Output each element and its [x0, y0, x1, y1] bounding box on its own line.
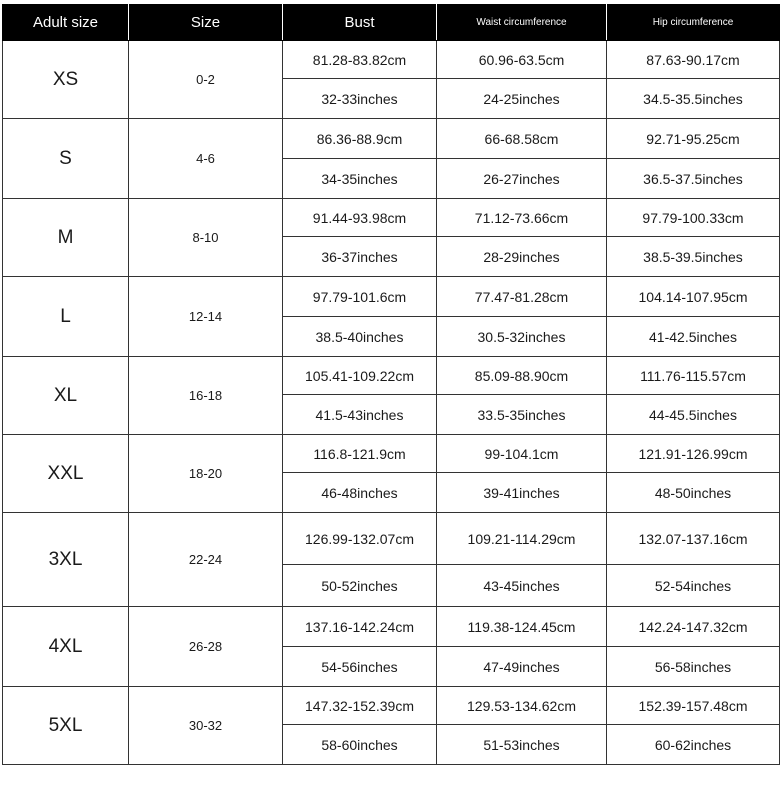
header-waist: Waist circumference [437, 5, 607, 41]
size-range-cell: 30-32 [129, 687, 283, 765]
size-range-cell: 4-6 [129, 119, 283, 199]
bust-inches-cell: 38.5-40inches [283, 317, 437, 357]
size-range-cell: 26-28 [129, 607, 283, 687]
size-chart-table [2, 4, 780, 765]
bust-cm-cell: 97.79-101.6cm [283, 277, 437, 317]
hip-cm-cell: 111.76-115.57cm [607, 357, 780, 395]
adult-size-cell: S [3, 119, 129, 199]
bust-cm-cell: 126.99-132.07cm [283, 513, 437, 565]
table-row [3, 357, 780, 395]
waist-inches-cell: 28-29inches [437, 237, 607, 277]
table-row [3, 687, 780, 725]
bust-cm-cell: 137.16-142.24cm [283, 607, 437, 647]
hip-inches-cell: 34.5-35.5inches [607, 79, 780, 119]
bust-inches-cell: 32-33inches [283, 79, 437, 119]
hip-cm-cell: 142.24-147.32cm [607, 607, 780, 647]
header-bust: Bust [283, 5, 437, 41]
bust-cm-cell: 86.36-88.9cm [283, 119, 437, 159]
hip-inches-cell: 60-62inches [607, 725, 780, 765]
bust-cm-cell: 81.28-83.82cm [283, 41, 437, 79]
waist-cm-cell: 66-68.58cm [437, 119, 607, 159]
header-row [3, 5, 780, 41]
waist-inches-cell: 24-25inches [437, 79, 607, 119]
waist-inches-cell: 33.5-35inches [437, 395, 607, 435]
hip-inches-cell: 52-54inches [607, 565, 780, 607]
hip-cm-cell: 104.14-107.95cm [607, 277, 780, 317]
adult-size-cell: XXL [3, 435, 129, 513]
waist-inches-cell: 47-49inches [437, 647, 607, 687]
size-range-cell: 12-14 [129, 277, 283, 357]
bust-inches-cell: 41.5-43inches [283, 395, 437, 435]
bust-inches-cell: 54-56inches [283, 647, 437, 687]
adult-size-cell: XS [3, 41, 129, 119]
waist-inches-cell: 26-27inches [437, 159, 607, 199]
adult-size-cell: M [3, 199, 129, 277]
table-row [3, 41, 780, 79]
bust-cm-cell: 147.32-152.39cm [283, 687, 437, 725]
header-size: Size [129, 5, 283, 41]
waist-cm-cell: 119.38-124.45cm [437, 607, 607, 647]
hip-inches-cell: 56-58inches [607, 647, 780, 687]
adult-size-cell: 3XL [3, 513, 129, 607]
header-adult-size: Adult size [3, 5, 129, 41]
adult-size-cell: 4XL [3, 607, 129, 687]
hip-cm-cell: 92.71-95.25cm [607, 119, 780, 159]
waist-cm-cell: 109.21-114.29cm [437, 513, 607, 565]
waist-cm-cell: 129.53-134.62cm [437, 687, 607, 725]
bust-cm-cell: 91.44-93.98cm [283, 199, 437, 237]
size-range-cell: 16-18 [129, 357, 283, 435]
waist-cm-cell: 71.12-73.66cm [437, 199, 607, 237]
hip-inches-cell: 38.5-39.5inches [607, 237, 780, 277]
header-hip: Hip circumference [607, 5, 780, 41]
waist-cm-cell: 85.09-88.90cm [437, 357, 607, 395]
table-row [3, 199, 780, 237]
size-range-cell: 0-2 [129, 41, 283, 119]
waist-cm-cell: 99-104.1cm [437, 435, 607, 473]
bust-inches-cell: 58-60inches [283, 725, 437, 765]
hip-inches-cell: 44-45.5inches [607, 395, 780, 435]
bust-cm-cell: 105.41-109.22cm [283, 357, 437, 395]
adult-size-cell: XL [3, 357, 129, 435]
waist-inches-cell: 51-53inches [437, 725, 607, 765]
bust-inches-cell: 34-35inches [283, 159, 437, 199]
bust-inches-cell: 46-48inches [283, 473, 437, 513]
table-row [3, 119, 780, 159]
hip-inches-cell: 41-42.5inches [607, 317, 780, 357]
size-range-cell: 18-20 [129, 435, 283, 513]
hip-cm-cell: 121.91-126.99cm [607, 435, 780, 473]
size-range-cell: 22-24 [129, 513, 283, 607]
bust-cm-cell: 116.8-121.9cm [283, 435, 437, 473]
hip-inches-cell: 48-50inches [607, 473, 780, 513]
adult-size-cell: L [3, 277, 129, 357]
table-row [3, 277, 780, 317]
waist-inches-cell: 39-41inches [437, 473, 607, 513]
table-row [3, 435, 780, 473]
size-range-cell: 8-10 [129, 199, 283, 277]
bust-inches-cell: 36-37inches [283, 237, 437, 277]
hip-cm-cell: 132.07-137.16cm [607, 513, 780, 565]
table-row [3, 607, 780, 647]
hip-cm-cell: 97.79-100.33cm [607, 199, 780, 237]
table-row [3, 513, 780, 565]
hip-inches-cell: 36.5-37.5inches [607, 159, 780, 199]
waist-cm-cell: 60.96-63.5cm [437, 41, 607, 79]
waist-inches-cell: 43-45inches [437, 565, 607, 607]
waist-inches-cell: 30.5-32inches [437, 317, 607, 357]
hip-cm-cell: 152.39-157.48cm [607, 687, 780, 725]
adult-size-cell: 5XL [3, 687, 129, 765]
waist-cm-cell: 77.47-81.28cm [437, 277, 607, 317]
hip-cm-cell: 87.63-90.17cm [607, 41, 780, 79]
bust-inches-cell: 50-52inches [283, 565, 437, 607]
